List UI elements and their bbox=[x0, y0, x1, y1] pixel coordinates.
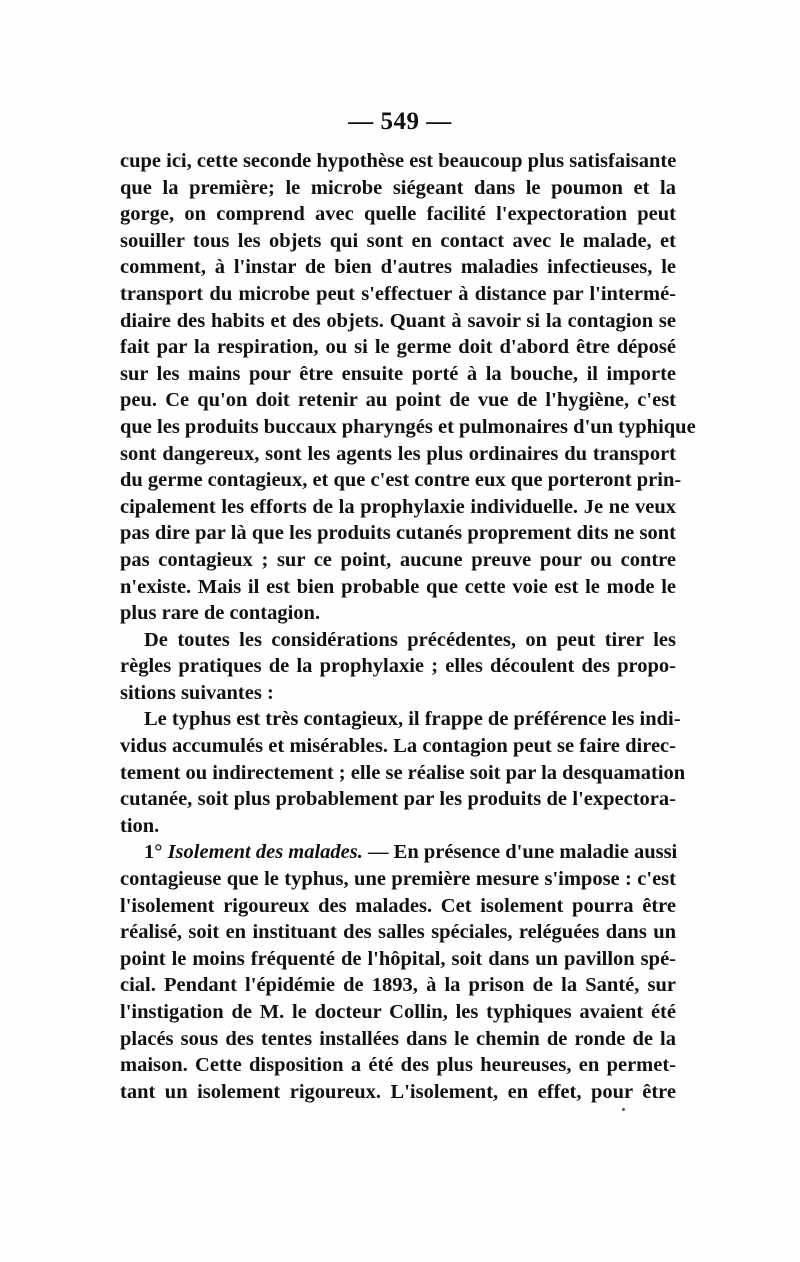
text-line: vidus accumulés et misérables. La contagion peut se faire direc- bbox=[120, 735, 676, 758]
text-line: cupe ici, cette seconde hypothèse est beaucoup plus satisfaisante bbox=[120, 150, 677, 172]
text-line: sur les mains pour être ensuite porté à la bouche, il importe bbox=[120, 362, 676, 385]
text-line: souiller tous les objets qui sont en contact avec le malade, et bbox=[120, 229, 676, 252]
section-heading-title: Isolement des malades. bbox=[167, 841, 363, 864]
text-line: tant un isolement rigoureux. L'isolement, en effet, pour être bbox=[120, 1080, 676, 1103]
text-line: placés sous des tentes installées dans le chemin de ronde de la bbox=[120, 1027, 676, 1050]
text-line: pas contagieux ; sur ce point, aucune preuve pour ou contre bbox=[120, 548, 676, 571]
text-line: cial. Pendant l'épidémie de 1893, à la prison de la Santé, sur bbox=[120, 974, 676, 997]
text-line: tion. bbox=[120, 814, 160, 837]
text-line: cutanée, soit plus probablement par les produits de l'expectora- bbox=[120, 788, 676, 811]
text-line: que la première; le microbe siégeant dans le poumon et la bbox=[120, 176, 676, 199]
text-line: point le moins fréquenté de l'hôpital, soit dans un pavillon spé- bbox=[120, 947, 676, 970]
text-line: l'instigation de M. le docteur Collin, les typhiques avaient été bbox=[120, 1001, 676, 1023]
text-line: maison. Cette disposition a été des plus heureuses, en permet- bbox=[120, 1054, 676, 1077]
text-line: plus rare de contagion. bbox=[120, 602, 321, 625]
text-line: peu. Ce qu'on doit retenir au point de vue de l'hygiène, c'est bbox=[120, 389, 676, 412]
text-line: comment, à l'instar de bien d'autres maladies infectieuses, le bbox=[120, 256, 676, 279]
text-line: contagieuse que le typhus, une première mesure s'impose : c'est bbox=[120, 868, 676, 891]
section-heading-rest: — En présence d'une maladie aussi bbox=[368, 841, 678, 864]
text-line: gorge, on comprend avec quelle facilité l'expectoration peut bbox=[120, 203, 676, 226]
text-line: Le typhus est très contagieux, il frappe de préférence les indi- bbox=[144, 708, 681, 731]
text-line: tement ou indirectement ; elle se réalise soit par la desquamation bbox=[120, 761, 686, 784]
text-line: du germe contagieux, et que c'est contre eux que porteront prin- bbox=[120, 469, 682, 492]
text-line: cipalement les efforts de la prophylaxie individuelle. Je ne veux bbox=[120, 495, 676, 518]
text-line: n'existe. Mais il est bien probable que cette voie est le mode le bbox=[120, 575, 676, 598]
text-line: l'isolement rigoureux des malades. Cet isolement pourra être bbox=[120, 894, 676, 917]
text-line: sitions suivantes : bbox=[120, 681, 274, 704]
section-heading-number: 1° bbox=[144, 841, 163, 864]
text-line: règles pratiques de la prophylaxie ; elles découlent des propo- bbox=[120, 655, 676, 678]
text-line: réalisé, soit en instituant des salles spéciales, reléguées dans un bbox=[120, 921, 676, 944]
page-number: — 549 — bbox=[348, 108, 452, 135]
text-line: transport du microbe peut s'effectuer à distance par l'intermé- bbox=[120, 282, 676, 305]
text-line: que les produits buccaux pharyngés et pulmonaires d'un typhique bbox=[120, 415, 696, 438]
text-line: pas dire par là que les produits cutanés proprement dits ne sont bbox=[120, 522, 676, 545]
text-line: fait par la respiration, ou si le germe doit d'abord être déposé bbox=[120, 336, 676, 359]
body-text bbox=[120, 148, 696, 1105]
text-line: De toutes les considérations précédentes, on peut tirer les bbox=[144, 628, 676, 651]
paper-speck bbox=[622, 1108, 625, 1111]
section-heading-line bbox=[120, 839, 676, 866]
text-line: diaire des habits et des objets. Quant à savoir si la contagion se bbox=[120, 309, 676, 332]
text-line: sont dangereux, sont les agents les plus ordinaires du transport bbox=[120, 442, 676, 465]
